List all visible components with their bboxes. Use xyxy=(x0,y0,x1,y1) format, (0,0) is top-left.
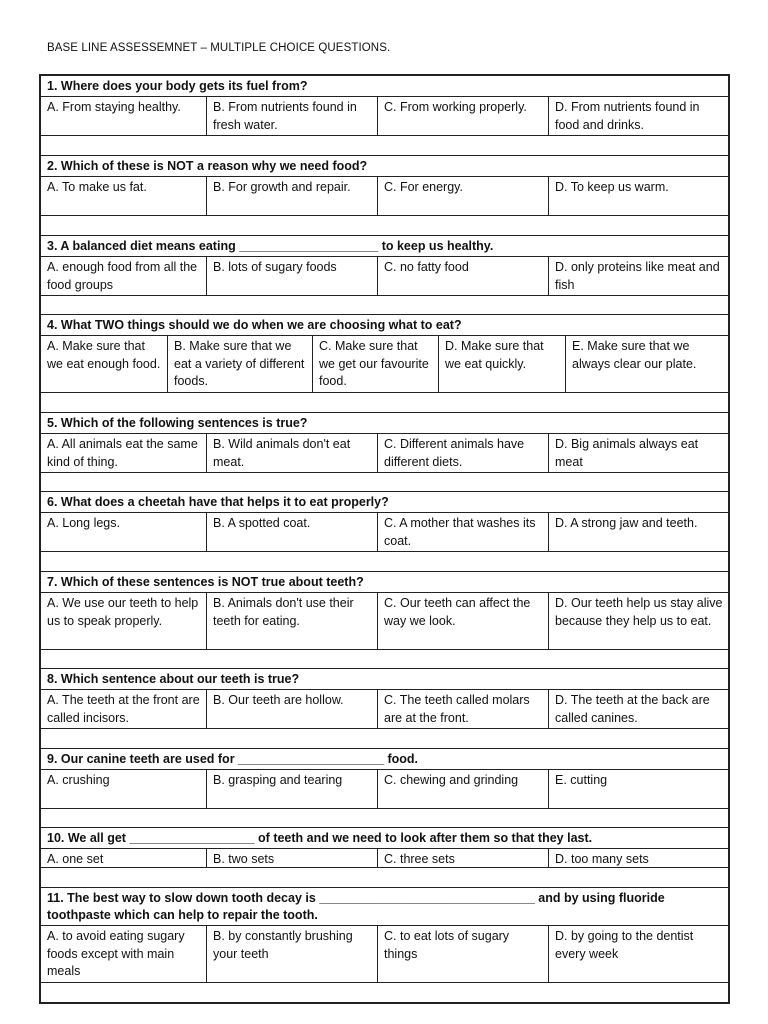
options-row xyxy=(41,593,728,650)
answer-option: D. A strong jaw and teeth. xyxy=(555,516,698,530)
question-block xyxy=(41,76,728,156)
answer-option: C. A mother that washes its coat. xyxy=(378,513,549,551)
question-text: 7. Which of these sentences is NOT true about teeth? xyxy=(41,572,728,593)
answer-option: D. To keep us warm. xyxy=(555,180,669,194)
question-text: 8. Which sentence about our teeth is true? xyxy=(41,669,728,690)
answer-space xyxy=(41,296,728,315)
answer-option: B. Our teeth are hollow. xyxy=(207,690,378,728)
question-text: 6. What does a cheetah have that helps it to eat properly? xyxy=(41,492,728,513)
options-row xyxy=(41,434,728,473)
answer-space xyxy=(41,552,728,572)
question-text: 5. Which of the following sentences is true? xyxy=(41,413,728,434)
answer-option: C. no fatty food xyxy=(378,257,549,295)
answer-option: C. chewing and grinding xyxy=(378,770,549,808)
question-block xyxy=(41,413,728,492)
answer-option: D. by going to the dentist every week xyxy=(555,929,694,961)
answer-option: C. Different animals have different diets. xyxy=(378,434,549,472)
question-block xyxy=(41,572,728,669)
question-block xyxy=(41,492,728,572)
question-block xyxy=(41,669,728,749)
options-row xyxy=(41,257,728,296)
answer-option: D. Make sure that we eat quickly. xyxy=(439,336,566,392)
answer-option: D. Big animals always eat meat xyxy=(555,437,699,469)
answer-space xyxy=(41,983,728,1002)
answer-option: B. Wild animals don't eat meat. xyxy=(207,434,378,472)
answer-option: A. The teeth at the front are called incisors. xyxy=(41,690,207,728)
answer-option: C. Make sure that we get our favourite food. xyxy=(313,336,439,392)
question-block xyxy=(41,828,728,888)
answer-option: C. For energy. xyxy=(378,177,549,215)
answer-option: A. Make sure that we eat enough food. xyxy=(41,336,168,392)
options-row xyxy=(41,513,728,552)
document-title: BASE LINE ASSESSEMNET – MULTIPLE CHOICE QUESTIONS. xyxy=(47,42,391,54)
answer-option: C. three sets xyxy=(378,849,549,867)
answer-option: D. only proteins like meat and fish xyxy=(555,260,720,292)
answer-option: B. From nutrients found in fresh water. xyxy=(207,97,378,135)
answer-option: A. crushing xyxy=(41,770,207,808)
answer-option: E. Make sure that we always clear our plate. xyxy=(572,339,697,371)
options-row xyxy=(41,336,728,393)
question-text: 3. A balanced diet means eating ____________________ to keep us healthy. xyxy=(41,236,728,257)
question-text: 11. The best way to slow down tooth decay is _______________________________ and by using fluoride toothpaste which can help to repair the tooth. xyxy=(41,888,728,926)
answer-option: A. From staying healthy. xyxy=(41,97,207,135)
answer-option: A. Long legs. xyxy=(41,513,207,551)
answer-option: E. cutting xyxy=(555,773,608,787)
answer-option: C. Our teeth can affect the way we look. xyxy=(378,593,549,649)
answer-option: B. Make sure that we eat a variety of different foods. xyxy=(168,336,313,392)
question-block xyxy=(41,888,728,1002)
question-text: 10. We all get __________________ of teeth and we need to look after them so that they last. xyxy=(41,828,728,849)
answer-option: D. too many sets xyxy=(555,852,649,866)
question-text: 1. Where does your body gets its fuel from? xyxy=(41,76,728,97)
answer-option: A. To make us fat. xyxy=(41,177,207,215)
question-text: 9. Our canine teeth are used for _____________________ food. xyxy=(41,749,728,770)
answer-option: C. The teeth called molars are at the front. xyxy=(378,690,549,728)
answer-option: A. enough food from all the food groups xyxy=(41,257,207,295)
answer-space xyxy=(41,729,728,749)
answer-option: D. The teeth at the back are called canines. xyxy=(555,693,710,725)
answer-option: C. From working properly. xyxy=(378,97,549,135)
answer-option: D. Our teeth help us stay alive because they help us to eat. xyxy=(555,596,723,628)
answer-option: B. two sets xyxy=(207,849,378,867)
answer-option: A. We use our teeth to help us to speak properly. xyxy=(41,593,207,649)
answer-space xyxy=(41,868,728,888)
answer-option: A. to avoid eating sugary foods except with main meals xyxy=(41,926,207,982)
question-block xyxy=(41,236,728,315)
questions-table xyxy=(39,74,730,1004)
answer-option: A. one set xyxy=(41,849,207,867)
answer-space xyxy=(41,216,728,236)
answer-option: B. grasping and tearing xyxy=(207,770,378,808)
answer-option: B. by constantly brushing your teeth xyxy=(207,926,378,982)
answer-space xyxy=(41,393,728,413)
options-row xyxy=(41,177,728,216)
question-text: 4. What TWO things should we do when we are choosing what to eat? xyxy=(41,315,728,336)
answer-option: A. All animals eat the same kind of thing. xyxy=(41,434,207,472)
answer-option: B. For growth and repair. xyxy=(207,177,378,215)
question-block xyxy=(41,315,728,413)
answer-option: C. to eat lots of sugary things xyxy=(378,926,549,982)
answer-option: B. Animals don't use their teeth for eating. xyxy=(207,593,378,649)
options-row xyxy=(41,770,728,809)
answer-option: D. From nutrients found in food and drinks. xyxy=(555,100,700,132)
answer-option: B. A spotted coat. xyxy=(207,513,378,551)
options-row xyxy=(41,926,728,983)
options-row xyxy=(41,690,728,729)
answer-option: B. lots of sugary foods xyxy=(207,257,378,295)
question-block xyxy=(41,749,728,828)
options-row xyxy=(41,97,728,136)
answer-space xyxy=(41,650,728,669)
options-row xyxy=(41,849,728,868)
question-block xyxy=(41,156,728,236)
question-text: 2. Which of these is NOT a reason why we need food? xyxy=(41,156,728,177)
answer-space xyxy=(41,473,728,492)
answer-space xyxy=(41,136,728,156)
answer-space xyxy=(41,809,728,828)
